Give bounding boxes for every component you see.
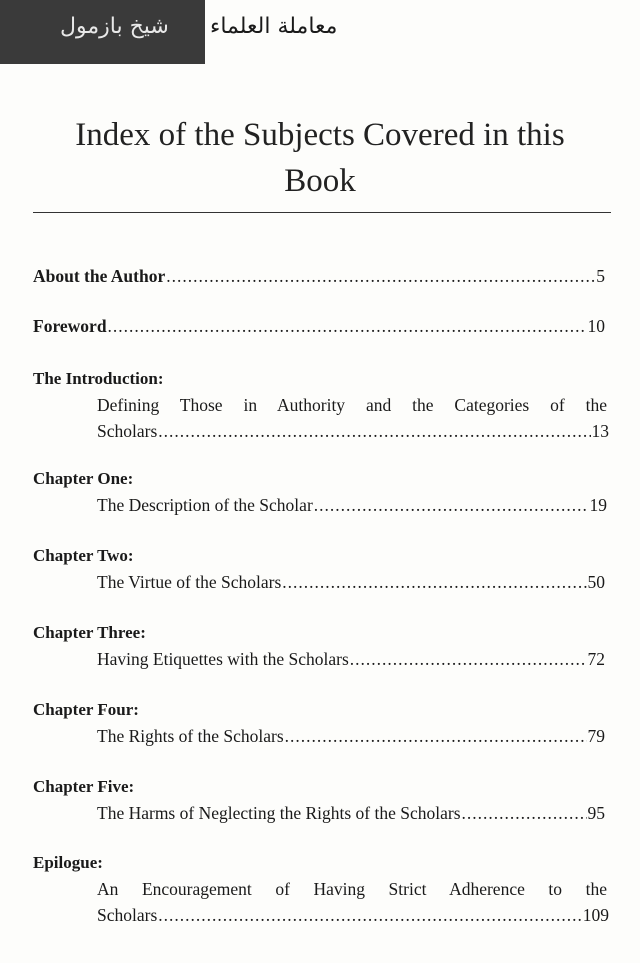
dot-leader [158, 905, 581, 926]
toc-page-number: 10 [587, 316, 605, 336]
toc-page-number: 109 [582, 905, 609, 925]
toc-label: Scholars [97, 421, 158, 441]
running-header [0, 0, 640, 64]
toc-page-number: 50 [587, 572, 605, 592]
toc-page-number: 95 [587, 803, 605, 823]
toc-entry-chapter-one[interactable] [97, 495, 607, 516]
toc-entry-chapter-two[interactable] [97, 572, 605, 593]
page-title-line-2: Book [284, 163, 356, 199]
toc-heading-chapter-four: Chapter Four: [33, 700, 139, 719]
toc-entry-about-author[interactable] [33, 266, 605, 287]
page-title-line-1: Index of the Subjects Covered in this [75, 117, 565, 153]
dot-leader [314, 495, 589, 516]
toc-heading-chapter-three: Chapter Three: [33, 623, 146, 642]
toc-entry-foreword[interactable] [33, 316, 605, 337]
toc-label: About the Author [33, 266, 166, 286]
toc-heading-epilogue: Epilogue: [33, 853, 103, 872]
toc-page-number: 19 [589, 495, 607, 515]
toc-page-number: 13 [591, 421, 609, 441]
title-divider [33, 212, 611, 213]
toc-entry-introduction[interactable] [97, 421, 609, 442]
dot-leader [108, 316, 587, 337]
toc-heading-introduction: The Introduction: [33, 369, 164, 388]
toc-label: Scholars [97, 905, 158, 925]
dot-leader [350, 649, 587, 670]
dot-leader [282, 572, 586, 593]
toc-page-number: 5 [596, 266, 605, 286]
page-title [0, 112, 640, 204]
toc-epilogue-line-1[interactable]: An Encouragement of Having Strict Adherence to the [97, 879, 607, 899]
toc-label: The Description of the Scholar [97, 495, 313, 515]
toc-entry-chapter-four[interactable] [97, 726, 605, 747]
toc-heading-chapter-one: Chapter One: [33, 469, 134, 488]
toc-page-number: 79 [587, 726, 605, 746]
toc-intro-line-1[interactable]: Defining Those in Authority and the Categories of the [97, 395, 607, 415]
toc-entry-epilogue[interactable] [97, 905, 609, 926]
toc-label: The Harms of Neglecting the Rights of the Scholars [97, 803, 461, 823]
toc-label: Having Etiquettes with the Scholars [97, 649, 349, 669]
toc-entry-chapter-three[interactable] [97, 649, 605, 670]
dot-leader [285, 726, 587, 747]
toc-label: The Rights of the Scholars [97, 726, 284, 746]
dot-leader [166, 266, 595, 287]
toc-label: Foreword [33, 316, 107, 336]
dot-leader [462, 803, 587, 824]
header-author-arabic: شيخ بازمول [60, 14, 169, 39]
header-title-arabic: معاملة العلماء [210, 14, 338, 39]
toc-entry-chapter-five[interactable] [97, 803, 605, 824]
toc-heading-chapter-two: Chapter Two: [33, 546, 134, 565]
toc-label: The Virtue of the Scholars [97, 572, 282, 592]
toc-heading-chapter-five: Chapter Five: [33, 777, 135, 796]
dot-leader [158, 421, 590, 442]
toc-page-number: 72 [587, 649, 605, 669]
